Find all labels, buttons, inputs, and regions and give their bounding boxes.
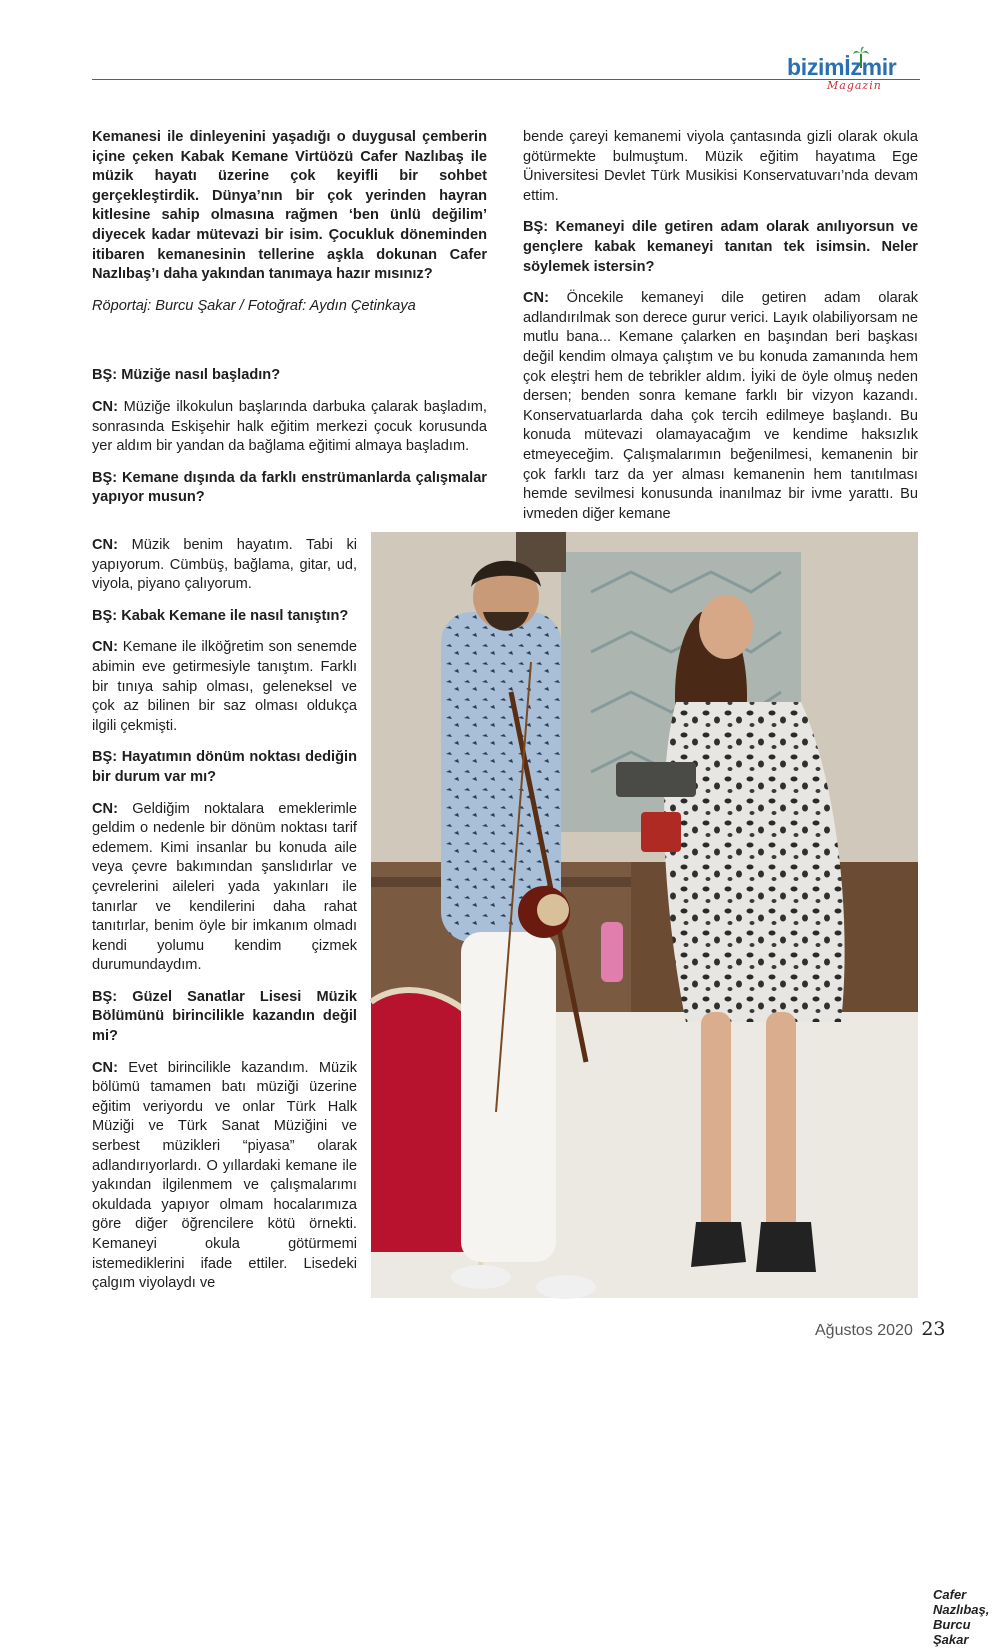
narrow-column bbox=[92, 536, 357, 1306]
magazine-logo[interactable] bbox=[787, 50, 927, 94]
photo-caption: Cafer Nazlıbaş, Burcu Şakar bbox=[927, 1585, 995, 1649]
answer-label: CN: bbox=[523, 290, 549, 307]
answer-label: CN: bbox=[92, 800, 118, 817]
right-column bbox=[523, 128, 918, 536]
photo-illustration bbox=[371, 532, 918, 1298]
logo-text: bizimİzmir bbox=[787, 54, 897, 80]
logo-subtitle: Magazin bbox=[827, 79, 882, 92]
question-1: BŞ: Müziğe nasıl başladın? bbox=[92, 367, 281, 384]
interview-credit: Röportaj: Burcu Şakar / Fotoğraf: Aydın Çetinkaya bbox=[92, 297, 416, 314]
page-number: 23 bbox=[921, 1318, 946, 1340]
answer-label: CN: bbox=[92, 1059, 118, 1076]
palm-tree-icon bbox=[853, 46, 869, 68]
answer-1 bbox=[92, 398, 487, 457]
answer-3 bbox=[92, 638, 357, 736]
answer-6 bbox=[523, 289, 918, 524]
question-6: BŞ: Kemaneyi dile getiren adam olarak anılıyorsun ve gençlere kabak kemaneyi tanıtan tek isimsin. Neler söylemek istersin? bbox=[523, 219, 918, 275]
question-3: BŞ: Kabak Kemane ile nasıl tanıştın? bbox=[92, 607, 349, 624]
answer-text: Müzik benim hayatım. Tabi ki yapıyorum. Cümbüş, bağlama, gitar, ud, viyola, piyano çalıyorum. bbox=[92, 537, 357, 593]
continued-paragraph: bende çareyi kemanemi viyola çantasında gizli olarak okula götürmekte bulmuştum. Müzik eğitim hayatıma Ege Üniversitesi Devlet Türk Musikisi Konservatuvarı’nda devam ettim. bbox=[523, 129, 918, 204]
question-5: BŞ: Güzel Sanatlar Lisesi Müzik Bölümünü birincilikle kazandın değil mi? bbox=[92, 988, 357, 1045]
answer-label: CN: bbox=[92, 398, 118, 415]
answer-5 bbox=[92, 1059, 357, 1294]
answer-text: Öncekile kemaneyi dile getiren adam olarak adlandırılmak son derece gurur verici. Layık olabiliyorsam ne mutlu bana... Kemane çalarken en başından beri başkası değil kendim olmaya çalıştım ve bu konuda zamanında hem çok eleştri hem de tebrikler aldım. İyiki de öyle olmuş neden dersen; benden sonra kemane farklı bir vizyon kazandı. Konservatuarlarda daha çok tercih edilmeye başlandı. Bu konuda mütevazi olamayacağım ve kendime haksızlık etmeyeceğim. Çalışmalarımın beğenilmesi, kemanenin bir çok farklı tarz da yer alması kemanenin hem tanıtılması hemde sevilmesi konusunda inanılmaz bir ivme yarattı. Bu ivmeden diğer kemane bbox=[523, 290, 918, 522]
answer-2 bbox=[92, 536, 357, 595]
page-footer bbox=[815, 1318, 946, 1340]
question-4: BŞ: Hayatımın dönüm noktası dediğin bir durum var mı? bbox=[92, 749, 357, 785]
answer-text: Kemane ile ilköğretim son senemde abimin eve getirmesiyle tanıştım. Farklı bir tınıya sahip olması, geleneksel ve çok az bilinen bir saz olması oldukça ilgili çekmişti. bbox=[92, 639, 357, 734]
answer-text: Geldiğim noktalara emeklerimle geldim o nedenle bir dönüm noktası tarif edemem. Kimi insanlar bu konuda aile veya çevre bakımından şanslıdırlar ve çevrelerini aileleri yada yakınları ile tanırlar ve kendilerini daha rahat tanıtırlar, benim öyle bir imkanım olmadı kendi yolumu kendim çizmek durumundaydım. bbox=[92, 800, 357, 974]
answer-label: CN: bbox=[92, 537, 118, 553]
question-2: BŞ: Kemane dışında da farklı enstrümanlarda çalışmalar yapıyor musun? bbox=[92, 469, 487, 506]
answer-4 bbox=[92, 800, 357, 976]
answer-text: Müziğe ilkokulun başlarında darbuka çalarak başladım, sonrasında Eskişehir halk eğitim merkezi çocuk korusunda yer aldım bir yandan da bağlama eğitimi almaya başladım. bbox=[92, 398, 487, 455]
answer-text: Evet birincilikle kazandım. Müzik bölümü tamamen batı müziği üzerine eğitim veriyordu ve onlar Türk Halk Müziği ve Türk Sanat Müziğini ve serbest müzikleri “piyasa” olarak adlandırıyorlardı. O yıllardaki kemane ile yakından ilgilenmem ve çalışmalarımı okuldada yapıyor olmam hocalarımıza göre diğer öğrencilere kötü örnekti. Kemaneyi okula götürmemi istemediklerini ifade ettiler. Lisedeki çalgım viyolaydı ve bbox=[92, 1059, 357, 1292]
left-column bbox=[92, 128, 487, 520]
issue-date: Ağustos 2020 bbox=[815, 1322, 913, 1339]
intro-lead: Kemanesi ile dinleyenini yaşadığı o duygusal çemberin içine çeken Kabak Kemane Virtüözü Cafer Nazlıbaş ile müzik hayatı üzerine çok keyifli bir sohbet gerçekleştirdik. Dünya’nın bir çok yerinden hayran kitlesine sahip olmasına rağmen ‘ben ünlü değilim’ diyecek kadar mütevazi bir isim. Çocukluk döneminden itibaren kemanesinin tellerine aşkla dokunan Cafer Nazlıbaş’ı daha yakından tanımaya hazır mısınız? bbox=[92, 129, 487, 283]
answer-label: CN: bbox=[92, 639, 118, 656]
